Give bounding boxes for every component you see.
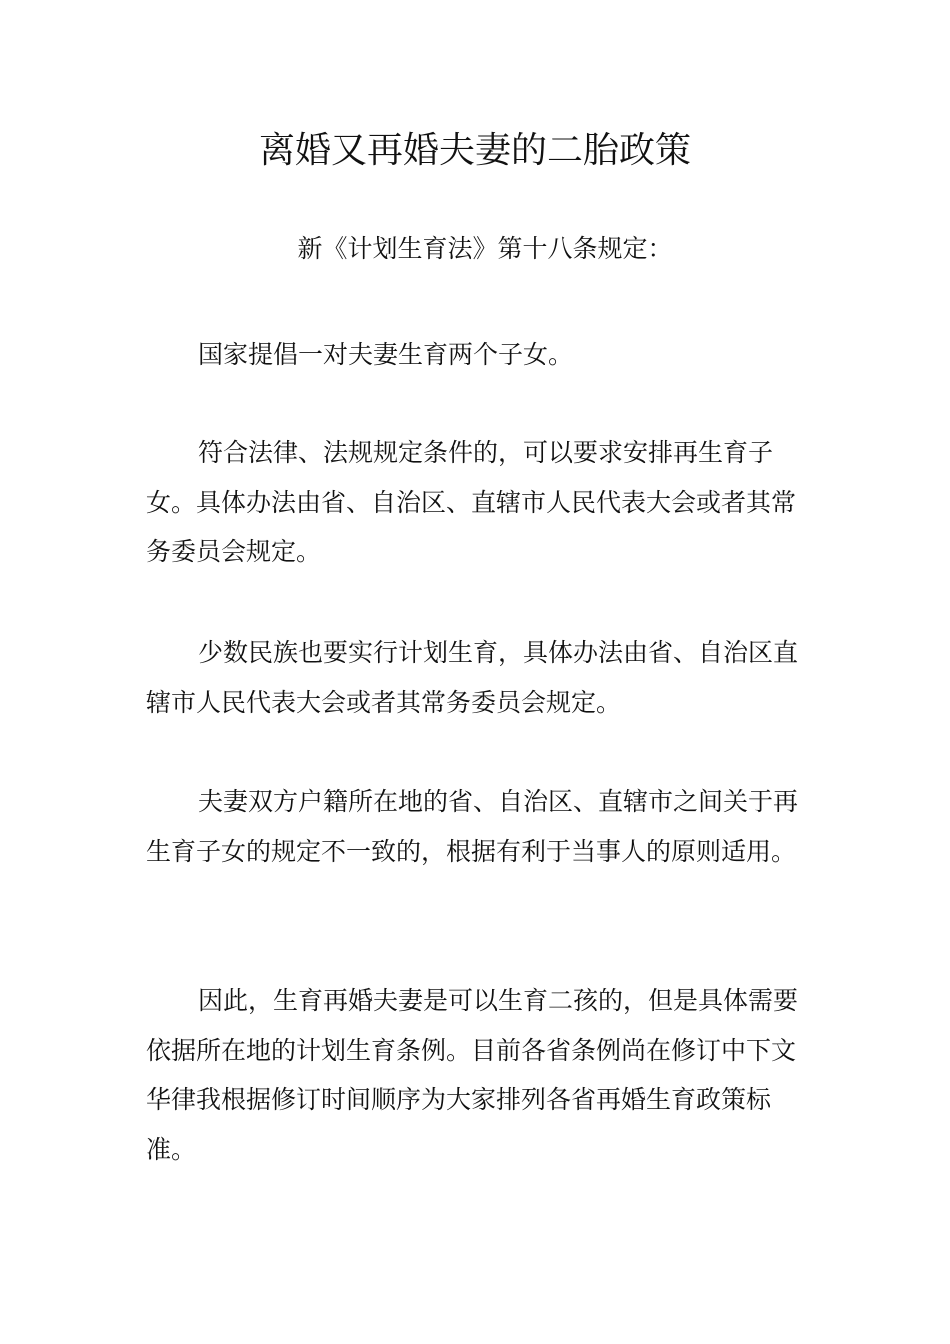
paragraph-2-container [146, 428, 806, 577]
paragraph-1-container [146, 330, 806, 380]
paragraph-4-container [146, 777, 806, 876]
paragraph-4: 夫妻双方户籍所在地的省、自治区、直辖市之间关于再生育子女的规定不一致的，根据有利于当事人的原则适用。 [146, 787, 799, 866]
paragraph-1: 国家提倡一对夫妻生育两个子女。 [198, 340, 574, 369]
document-title: 离婚又再婚夫妻的二胎政策 [258, 130, 691, 171]
paragraph-3-container [146, 628, 806, 727]
paragraph-5-container [146, 976, 806, 1174]
paragraph-2: 符合法律、法规规定条件的，可以要求安排再生育子女。具体办法由省、自治区、直辖市人民代表大会或者其常务委员会规定。 [146, 438, 797, 567]
paragraph-5: 因此，生育再婚夫妻是可以生育二孩的，但是具体需要依据所在地的计划生育条例。目前各省条例尚在修订中下文华律我根据修订时间顺序为大家排列各省再婚生育政策标准。 [146, 986, 799, 1164]
document-subtitle: 新《计划生育法》第十八条规定： [297, 234, 673, 263]
paragraph-3: 少数民族也要实行计划生育，具体办法由省、自治区直辖市人民代表大会或者其常务委员会规定。 [146, 638, 799, 717]
